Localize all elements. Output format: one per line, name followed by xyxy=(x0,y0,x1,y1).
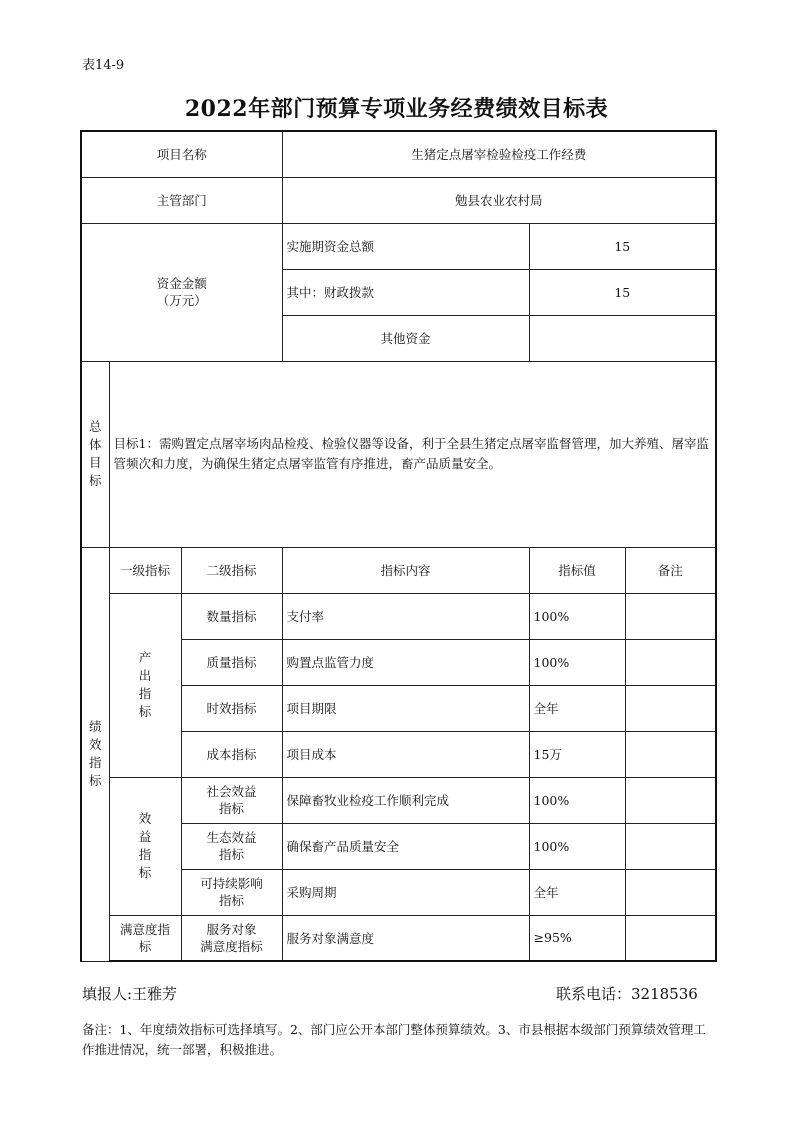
funds-other-label: 其他资金 xyxy=(282,315,529,361)
funds-label-line2: （万元） xyxy=(156,293,207,308)
header-level2: 二级指标 xyxy=(181,547,282,593)
indicator-value: 全年 xyxy=(529,869,625,915)
department-label: 主管部门 xyxy=(81,177,282,223)
satisfaction-line1: 满意度指 xyxy=(119,921,170,937)
project-name-label: 项目名称 xyxy=(81,131,282,177)
funds-total-value: 15 xyxy=(529,223,716,269)
benefit-indicator-char: 指 xyxy=(138,847,152,862)
level2-indicator-line1: 可持续影响 xyxy=(200,876,263,891)
overall-goal-label-char: 标 xyxy=(88,473,102,488)
header-remark: 备注 xyxy=(625,547,716,593)
overall-goal-label-char: 目 xyxy=(88,455,102,470)
header-content: 指标内容 xyxy=(282,547,529,593)
level2-indicator-line1: 社会效益 xyxy=(206,784,257,799)
level2-indicator-line2: 指标 xyxy=(219,847,245,862)
indicator-remark xyxy=(625,869,716,915)
contact-phone: 联系电话：3218536 xyxy=(556,985,698,1003)
level2-indicator: 成本指标 xyxy=(181,731,282,777)
indicator-remark xyxy=(625,593,716,639)
indicator-remark xyxy=(625,915,716,961)
performance-indicator-char: 标 xyxy=(88,773,102,788)
output-indicator-label xyxy=(109,593,181,777)
performance-indicator-char: 绩 xyxy=(88,719,102,734)
satisfaction-indicator-label xyxy=(109,915,181,961)
indicator-remark xyxy=(625,823,716,869)
satisfaction-line2: 标 xyxy=(138,938,152,954)
funds-label-line1: 资金金额 xyxy=(156,276,207,291)
benefit-indicator-char: 效 xyxy=(138,811,152,826)
level2-indicator: 质量指标 xyxy=(181,639,282,685)
department-row xyxy=(81,177,716,223)
indicator-content: 购置点监管力度 xyxy=(282,639,529,685)
level2-indicator xyxy=(181,823,282,869)
overall-goal-row xyxy=(81,361,716,547)
level2-indicator-line2: 指标 xyxy=(219,893,245,908)
funds-other-value xyxy=(529,315,716,361)
performance-indicator-label xyxy=(81,547,109,961)
output-indicator-char: 出 xyxy=(138,668,152,683)
indicator-value: 15万 xyxy=(529,731,625,777)
level2-indicator: 时效指标 xyxy=(181,685,282,731)
level2-indicator-line2: 指标 xyxy=(219,801,245,816)
performance-indicator-char: 效 xyxy=(88,737,102,752)
indicator-remark xyxy=(625,731,716,777)
level2-indicator-line1: 服务对象 xyxy=(206,921,257,937)
filler-name: 填报人:王雅芳 xyxy=(82,985,178,1003)
table-row xyxy=(81,915,716,961)
overall-goal-text: 目标1：需购置定点屠宰场肉品检疫、检验仪器等设备，利于全县生猪定点屠宰监督管理，加大养殖、屠宰监管频次和力度，为确保生猪定点屠宰监管有序推进，畜产品质量安全。 xyxy=(109,361,716,547)
level2-indicator-line1: 生态效益 xyxy=(206,830,257,845)
overall-goal-label xyxy=(81,361,109,547)
performance-indicator-char: 指 xyxy=(88,755,102,770)
indicator-remark xyxy=(625,777,716,823)
funds-fiscal-value: 15 xyxy=(529,269,716,315)
indicator-value: 100% xyxy=(529,777,625,823)
indicator-content: 采购周期 xyxy=(282,869,529,915)
indicator-value: 100% xyxy=(529,593,625,639)
indicator-value: 100% xyxy=(529,823,625,869)
indicator-value: ≥95% xyxy=(529,915,625,961)
level2-indicator xyxy=(181,777,282,823)
benefit-indicator-label xyxy=(109,777,181,915)
table-row xyxy=(81,593,716,639)
funds-total-row xyxy=(81,223,716,269)
indicator-remark xyxy=(625,639,716,685)
department-value: 勉县农业农村局 xyxy=(282,177,716,223)
performance-target-table xyxy=(80,130,717,962)
overall-goal-label-char: 体 xyxy=(88,437,102,452)
indicator-content: 确保畜产品质量安全 xyxy=(282,823,529,869)
funds-fiscal-label: 其中：财政拨款 xyxy=(282,269,529,315)
header-level1: 一级指标 xyxy=(109,547,181,593)
indicator-content: 支付率 xyxy=(282,593,529,639)
document-code: 表14-9 xyxy=(82,58,125,73)
indicator-content: 保障畜牧业检疫工作顺利完成 xyxy=(282,777,529,823)
level2-indicator: 数量指标 xyxy=(181,593,282,639)
indicator-content: 项目期限 xyxy=(282,685,529,731)
output-indicator-char: 指 xyxy=(138,686,152,701)
project-name-value: 生猪定点屠宰检验检疫工作经费 xyxy=(282,131,716,177)
funds-total-label: 实施期资金总额 xyxy=(282,223,529,269)
indicator-value: 100% xyxy=(529,639,625,685)
table-row xyxy=(81,777,716,823)
page-title: 2022年部门预算专项业务经费绩效目标表 xyxy=(184,96,609,122)
indicator-remark xyxy=(625,685,716,731)
level2-indicator xyxy=(181,869,282,915)
benefit-indicator-char: 益 xyxy=(138,829,152,844)
indicator-content: 服务对象满意度 xyxy=(282,915,529,961)
overall-goal-label-char: 总 xyxy=(88,419,102,434)
output-indicator-char: 标 xyxy=(138,704,152,719)
level2-indicator-line2: 满意度指标 xyxy=(200,938,263,954)
indicator-header-row xyxy=(81,547,716,593)
footnote: 备注：1、年度绩效指标可选择填写。2、部门应公开本部门整体预算绩效。3、市县根据本级部门预算绩效管理工作推进情况，统一部署，积极推进。 xyxy=(82,1022,706,1057)
project-name-row xyxy=(81,131,716,177)
benefit-indicator-char: 标 xyxy=(138,865,152,880)
header-value: 指标值 xyxy=(529,547,625,593)
indicator-content: 项目成本 xyxy=(282,731,529,777)
indicator-value: 全年 xyxy=(529,685,625,731)
level2-indicator xyxy=(181,915,282,961)
funds-label xyxy=(81,223,282,361)
output-indicator-char: 产 xyxy=(138,650,152,665)
